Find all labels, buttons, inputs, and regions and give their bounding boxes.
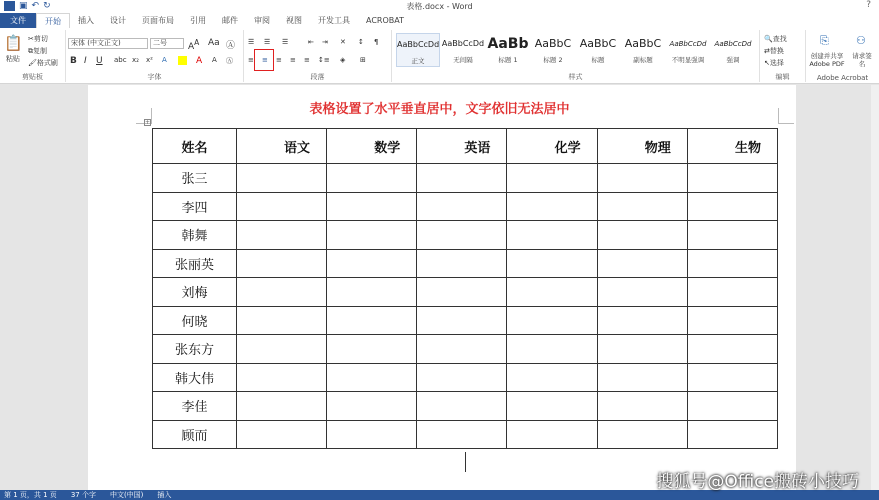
editing-group (760, 30, 806, 82)
table-row (153, 306, 778, 335)
score-cell[interactable] (417, 420, 507, 449)
italic-icon[interactable]: I (84, 56, 87, 66)
strikethrough-icon[interactable]: abc (114, 56, 127, 64)
vertical-scrollbar[interactable] (871, 85, 879, 490)
help-button[interactable]: ? (866, 0, 871, 10)
justify-icon[interactable]: ≡ (290, 56, 296, 64)
name-cell[interactable]: 张三 (153, 164, 237, 193)
tab-home[interactable]: 开始 (36, 13, 70, 28)
table-row (153, 164, 778, 193)
table-header-cell[interactable]: 化学 (507, 129, 597, 164)
score-cell[interactable] (507, 221, 597, 250)
copy-button[interactable] (28, 46, 47, 56)
style-name: 标题 2 (543, 56, 563, 64)
tab-layout[interactable]: 页面布局 (142, 16, 174, 25)
style-name: 标题 1 (498, 56, 518, 64)
score-cell[interactable] (597, 164, 687, 193)
tab-acrobat[interactable]: ACROBAT (366, 16, 404, 25)
font-name-select[interactable]: 宋体 (中文正文) (68, 38, 148, 49)
score-cell[interactable] (417, 192, 507, 221)
style-preview: AaBbCcDd (397, 40, 439, 49)
grow-font-icon[interactable]: $A^A$ (188, 38, 200, 52)
multilevel-list-icon[interactable]: ☰ (282, 38, 289, 46)
font-size-select[interactable]: 二号 (150, 38, 184, 49)
score-cell[interactable] (687, 392, 777, 421)
replace-icon: ⇄ (764, 47, 770, 55)
format-painter-button[interactable] (28, 58, 58, 68)
score-cell[interactable] (236, 278, 326, 307)
tab-view[interactable]: 视图 (286, 16, 302, 25)
score-cell[interactable] (687, 363, 777, 392)
cut-label: 剪切 (33, 35, 48, 43)
window-title: 表格.docx - Word (406, 2, 473, 11)
table-header-cell[interactable]: 英语 (417, 129, 507, 164)
table-header-row (153, 129, 778, 164)
watermark: 搜狐号@Office搬砖小技巧 (656, 472, 859, 492)
create-pdf-button[interactable]: 创建并共享 Adobe PDF (809, 52, 845, 68)
score-cell[interactable] (597, 221, 687, 250)
center-align-highlight (254, 49, 274, 71)
find-label: 查找 (772, 35, 787, 43)
word-logo-icon: W (4, 1, 15, 11)
shading-icon[interactable]: ◈ (340, 56, 346, 64)
align-left-icon[interactable]: ≡ (248, 56, 254, 64)
score-cell[interactable] (687, 420, 777, 449)
name-cell[interactable]: 韩舞 (153, 221, 237, 250)
tab-developer[interactable]: 开发工具 (318, 16, 350, 25)
score-cell[interactable] (597, 335, 687, 364)
score-cell[interactable] (327, 249, 417, 278)
table-row (153, 249, 778, 278)
score-cell[interactable] (687, 192, 777, 221)
table-header-cell[interactable]: 生物 (687, 129, 777, 164)
replace-button[interactable] (764, 46, 784, 56)
score-cell[interactable] (507, 363, 597, 392)
score-cell[interactable] (597, 278, 687, 307)
insert-mode[interactable]: 插入 (157, 491, 172, 499)
editing-group-label: 编辑 (775, 73, 790, 81)
show-marks-icon[interactable]: ¶ (374, 38, 379, 46)
table-header-cell[interactable]: 语文 (236, 129, 326, 164)
table-header-cell[interactable]: 数学 (327, 129, 417, 164)
name-cell[interactable]: 刘梅 (153, 278, 237, 307)
score-cell[interactable] (597, 392, 687, 421)
score-cell[interactable] (327, 392, 417, 421)
table-row (153, 420, 778, 449)
score-cell[interactable] (417, 164, 507, 193)
score-cell[interactable] (327, 306, 417, 335)
score-cell[interactable] (597, 192, 687, 221)
score-cell[interactable] (507, 306, 597, 335)
score-cell[interactable] (507, 392, 597, 421)
redo-icon[interactable]: ↻ (43, 1, 51, 11)
bullets-icon[interactable]: ☰ (248, 38, 255, 46)
text-effects-icon[interactable]: A (162, 56, 167, 64)
score-cell[interactable] (507, 164, 597, 193)
score-cell[interactable] (507, 278, 597, 307)
score-cell[interactable] (327, 363, 417, 392)
align-right-icon[interactable]: ≡ (276, 56, 282, 64)
score-cell[interactable] (687, 335, 777, 364)
score-cell[interactable] (236, 363, 326, 392)
score-cell[interactable] (417, 392, 507, 421)
style-subtitle[interactable] (621, 33, 665, 67)
paste-button[interactable]: 粘贴 (6, 55, 20, 63)
undo-icon[interactable]: ↶ (31, 1, 40, 11)
format-painter-label: 格式刷 (36, 59, 58, 67)
table-move-handle-icon[interactable]: + (145, 119, 151, 126)
score-cell[interactable] (327, 221, 417, 250)
tab-references[interactable]: 引用 (190, 16, 206, 25)
clipboard-group (0, 30, 66, 82)
name-cell[interactable]: 顾而 (153, 420, 237, 449)
style-emphasis[interactable] (711, 33, 755, 67)
score-cell[interactable] (236, 306, 326, 335)
borders-icon[interactable]: ⊞ (360, 56, 366, 64)
brush-icon: 🖌 (28, 59, 37, 67)
save-icon[interactable]: ▣ (19, 1, 28, 11)
style-heading-2[interactable] (531, 33, 575, 67)
style-preview: AaBbCcDd (441, 39, 485, 48)
score-cell[interactable] (417, 363, 507, 392)
style-subtle-emphasis[interactable] (666, 33, 710, 67)
score-cell[interactable] (687, 306, 777, 335)
decrease-indent-icon[interactable]: ⇤ (308, 38, 314, 46)
numbering-icon[interactable]: ☰ (264, 38, 271, 46)
language[interactable]: 中文(中国) (109, 491, 144, 499)
score-cell[interactable] (597, 420, 687, 449)
score-table[interactable] (152, 128, 778, 449)
tab-design[interactable]: 设计 (110, 16, 126, 25)
table-row (153, 392, 778, 421)
acrobat-group-label: Adobe Acrobat (816, 74, 869, 82)
score-cell[interactable] (687, 249, 777, 278)
sort-icon[interactable]: ↕ (358, 38, 364, 46)
style-title[interactable] (576, 33, 620, 67)
superscript-icon[interactable]: x² (146, 56, 153, 64)
style-name: 标题 (591, 56, 605, 64)
style-name: 副标题 (633, 56, 653, 64)
score-cell[interactable] (597, 306, 687, 335)
enclose-char-icon[interactable]: Ⓐ (226, 57, 233, 65)
underline-icon[interactable]: U (96, 56, 103, 66)
style-heading-1[interactable] (486, 33, 530, 67)
style-name: 不明显强调 (671, 56, 705, 64)
replace-label: 替换 (769, 47, 784, 55)
table-row (153, 335, 778, 364)
align-center-icon[interactable]: ≡ (262, 56, 268, 64)
score-cell[interactable] (327, 192, 417, 221)
line-spacing-icon[interactable]: ↕≡ (318, 56, 330, 64)
paragraph-group-label: 段落 (310, 73, 325, 81)
score-cell[interactable] (236, 249, 326, 278)
score-cell[interactable] (417, 221, 507, 250)
style-no-spacing[interactable] (441, 33, 485, 67)
ribbon-tabs (0, 13, 879, 28)
score-cell[interactable] (236, 164, 326, 193)
table-row (153, 363, 778, 392)
copy-label: 复制 (33, 47, 47, 55)
name-cell[interactable]: 张丽英 (153, 249, 237, 278)
title-bar (0, 0, 879, 13)
score-cell[interactable] (417, 306, 507, 335)
distributed-icon[interactable]: ≡ (304, 56, 310, 64)
font-color-icon[interactable]: A (196, 56, 203, 66)
paste-icon[interactable]: 📋 (4, 34, 23, 52)
score-cell[interactable] (327, 420, 417, 449)
score-cell[interactable] (507, 249, 597, 278)
style-preview: AaBbC (624, 37, 662, 50)
name-cell[interactable]: 张东方 (153, 335, 237, 364)
table-header-cell[interactable]: 物理 (597, 129, 687, 164)
name-cell[interactable]: 何晓 (153, 306, 237, 335)
name-cell[interactable]: 李四 (153, 192, 237, 221)
select-label: 选择 (769, 59, 784, 67)
increase-indent-icon[interactable]: ⇥ (322, 38, 328, 46)
score-cell[interactable] (507, 420, 597, 449)
copy-icon: ⧉ (28, 47, 33, 55)
name-cell[interactable]: 李佳 (153, 392, 237, 421)
score-cell[interactable] (507, 335, 597, 364)
create-pdf-icon: ⎘ (820, 34, 829, 47)
name-cell[interactable]: 韩大伟 (153, 363, 237, 392)
table-row (153, 221, 778, 250)
ribbon (0, 28, 879, 84)
score-cell[interactable] (597, 363, 687, 392)
clear-format-icon[interactable]: Ⓐ (226, 41, 236, 51)
score-cell[interactable] (597, 249, 687, 278)
sign-icon: ⚇ (856, 34, 866, 47)
score-cell[interactable] (507, 192, 597, 221)
score-cell[interactable] (327, 278, 417, 307)
style-name: 强调 (726, 56, 740, 64)
styles-group (392, 30, 760, 82)
table-row (153, 278, 778, 307)
bold-icon[interactable]: B (70, 56, 77, 66)
char-shading-icon[interactable]: A (212, 56, 217, 64)
select-icon: ↖ (764, 59, 770, 67)
scissors-icon: ✂ (28, 35, 34, 43)
font-group (66, 30, 244, 82)
chinese-layout-icon[interactable]: ✕ (340, 38, 346, 46)
table-header-cell[interactable]: 姓名 (153, 129, 237, 164)
score-cell[interactable] (687, 221, 777, 250)
caption-text: 表格设置了水平垂直居中，文字依旧无法居中 (309, 102, 570, 117)
score-cell[interactable] (236, 335, 326, 364)
styles-group-label: 样式 (568, 73, 583, 81)
score-cell[interactable] (236, 420, 326, 449)
font-group-label: 字体 (147, 73, 162, 81)
tab-insert[interactable]: 插入 (78, 16, 94, 25)
cut-button[interactable] (28, 34, 48, 44)
score-cell[interactable] (417, 249, 507, 278)
style-normal[interactable] (396, 33, 440, 67)
score-cell[interactable] (687, 278, 777, 307)
score-cell[interactable] (236, 392, 326, 421)
score-cell[interactable] (327, 335, 417, 364)
word-count[interactable]: 37 个字 (70, 491, 96, 499)
score-cell[interactable] (236, 221, 326, 250)
change-case-icon[interactable]: Aa (208, 38, 220, 48)
score-cell[interactable] (417, 278, 507, 307)
style-preview: AaBb (487, 36, 529, 52)
clipboard-group-label: 剪贴板 (22, 73, 43, 81)
tab-file[interactable]: 文件 (0, 13, 36, 28)
table-row (153, 192, 778, 221)
style-preview: AaBbCcDd (669, 40, 707, 48)
style-preview: AaBbC (579, 37, 617, 50)
style-name: 无间隔 (453, 56, 473, 64)
tab-mailings[interactable]: 邮件 (222, 16, 238, 25)
tab-review[interactable]: 审阅 (254, 16, 270, 25)
score-cell[interactable] (327, 164, 417, 193)
score-cell[interactable] (417, 335, 507, 364)
find-button[interactable] (764, 34, 787, 44)
page-count[interactable]: 第 1 页，共 1 页 (4, 491, 57, 499)
find-icon: 🔍 (764, 35, 773, 43)
acrobat-group (806, 30, 879, 82)
request-sign-button[interactable]: 请求签名 (852, 52, 872, 68)
select-button[interactable] (764, 58, 784, 68)
score-cell[interactable] (236, 192, 326, 221)
style-name: 正文 (411, 57, 425, 65)
style-preview: AaBbC (534, 37, 572, 50)
score-cell[interactable] (687, 164, 777, 193)
text-cursor (465, 452, 466, 472)
style-preview: AaBbCcDd (714, 40, 752, 48)
highlight-icon[interactable] (178, 56, 187, 65)
subscript-icon[interactable]: x₂ (132, 56, 139, 64)
